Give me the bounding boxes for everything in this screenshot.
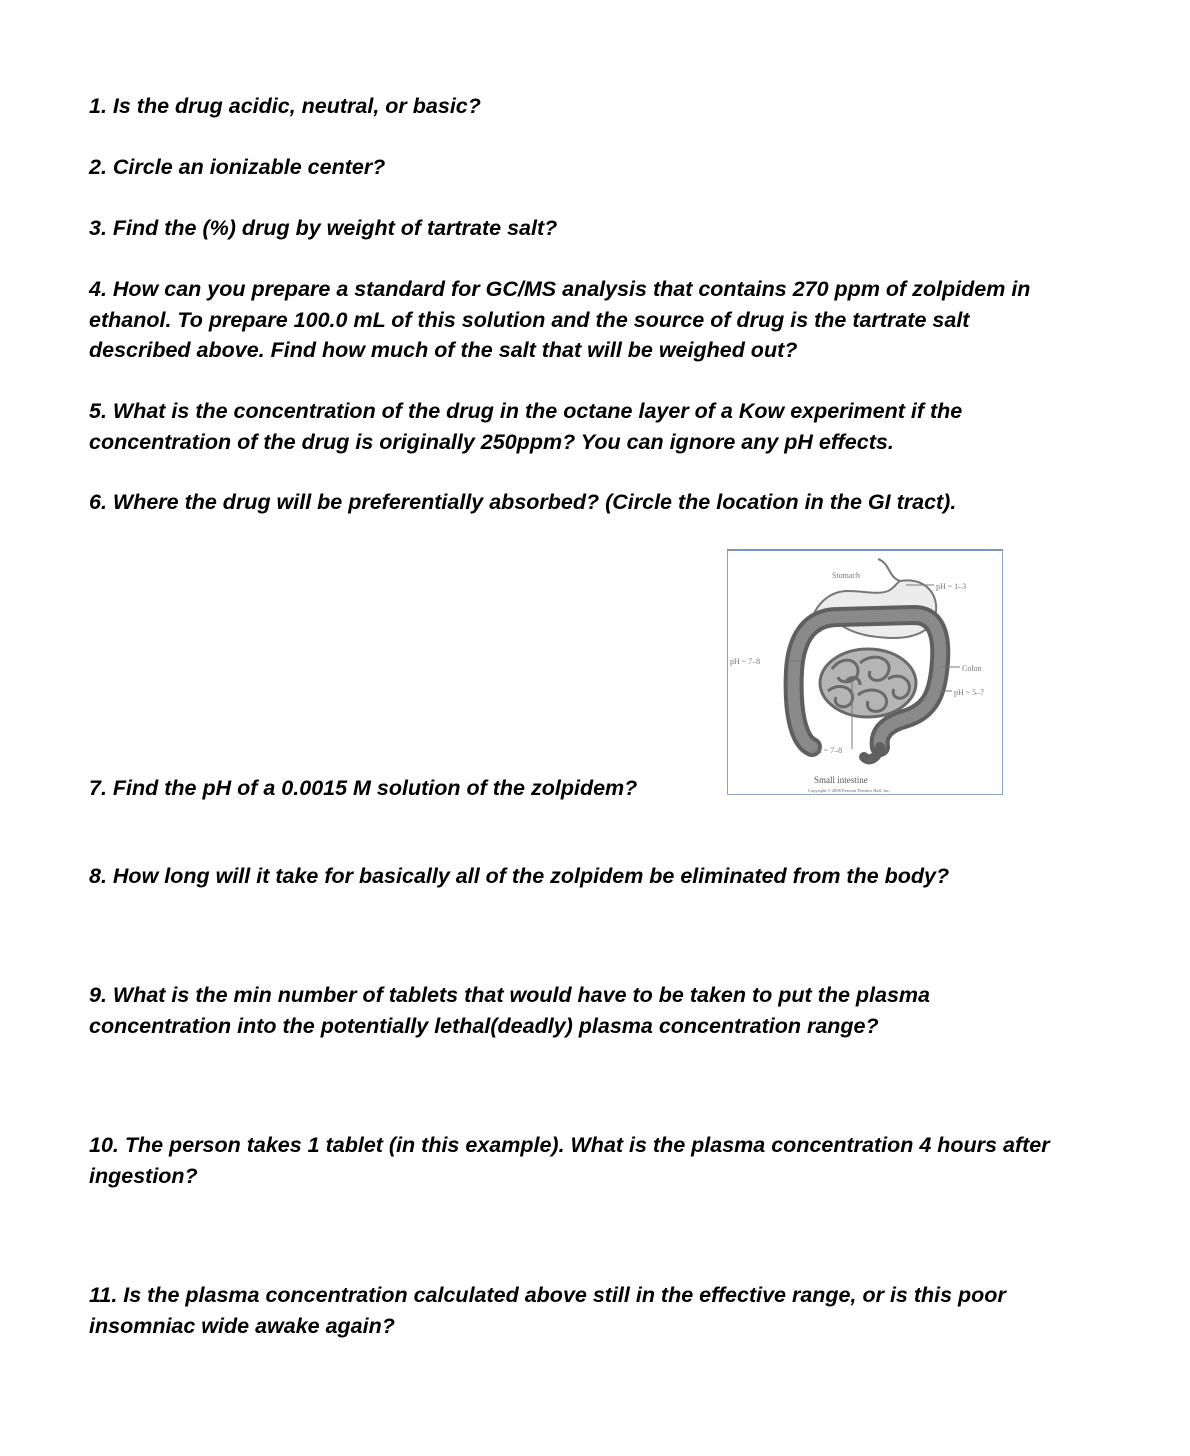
question-4: 4. How can you prepare a standard for GC/MS analysis that contains 270 ppm of zolpidem in ethanol. To prepare 100.0 mL of this solution and the source of drug is the tartrate salt described above. Find how much of the salt that will be weighed out? bbox=[89, 277, 1031, 362]
question-2: 2. Circle an ionizable center? bbox=[89, 155, 386, 179]
bottom-ph-label: pH ~ 7–8 bbox=[812, 746, 843, 755]
question-11: 11. Is the plasma concentration calculated above still in the effective range, or is this poor insomniac wide awake again? bbox=[89, 1283, 1006, 1338]
question-5: 5. What is the concentration of the drug in the octane layer of a Kow experiment if the concentration of the drug is originally 250ppm? You can ignore any pH effects. bbox=[89, 399, 963, 454]
gi-tract-diagram bbox=[728, 551, 1002, 795]
stomach-ph-label: pH ~ 1–3 bbox=[936, 582, 967, 591]
small-intestine-shape bbox=[820, 649, 916, 717]
colon-label: Colon bbox=[962, 664, 982, 673]
figure-copyright: Copyright © 2006 Pearson Prentice Hall, Inc. bbox=[808, 788, 891, 793]
stomach-label: Stomach bbox=[832, 571, 860, 580]
question-8: 8. How long will it take for basically all of the zolpidem be eliminated from the body? bbox=[89, 864, 950, 888]
question-1: 1. Is the drug acidic, neutral, or basic? bbox=[89, 94, 481, 118]
question-10: 10. The person takes 1 tablet (in this example). What is the plasma concentration 4 hours after ingestion? bbox=[89, 1133, 1050, 1188]
question-3: 3. Find the (%) drug by weight of tartrate salt? bbox=[89, 216, 558, 240]
colon-ph-label: pH ~ 5–7 bbox=[954, 688, 985, 697]
question-6: 6. Where the drug will be preferentially absorbed? (Circle the location in the GI tract). bbox=[89, 490, 957, 514]
question-7: 7. Find the pH of a 0.0015 M solution of the zolpidem? bbox=[89, 776, 638, 800]
question-9: 9. What is the min number of tablets that would have to be taken to put the plasma concentration into the potentially lethal(deadly) plasma concentration range? bbox=[89, 983, 930, 1038]
gi-tract-figure bbox=[727, 549, 1003, 795]
small-intestine-label: Small intestine bbox=[814, 775, 868, 785]
left-ph-label: pH ~ 7–8 bbox=[730, 657, 761, 666]
